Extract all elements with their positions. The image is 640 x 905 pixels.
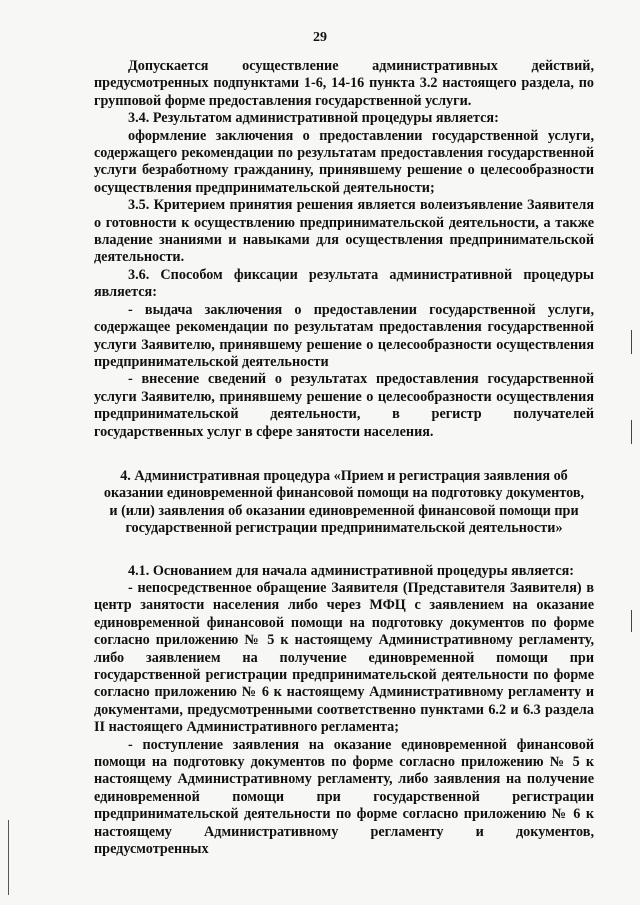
paragraph: оформление заключения о предоставлении государственной услуги, содержащего рекомендации по результатам предоставления государственной услуги безработному гражданину, принявшему решение о целесообразности осуществления предпринимательской деятельности; [94,127,594,196]
scan-artifact-line [631,420,632,444]
paragraph: Допускается осуществление административных действий, предусмотренных подпунктами 1-6, 14-16 пункта 3.2 настоящего раздела, по групповой форме предоставления государственной услуги. [94,58,594,109]
paragraph: 3.5. Критерием принятия решения является волеизъявление Заявителя о готовности к осуществлению предпринимательской деятельности, а также владение знаниями и навыками для осуществления предпринимательской деятельности. [94,197,594,266]
page-number: 29 [313,30,327,45]
paragraph: 4.1. Основанием для начала административной процедуры является: [128,562,575,579]
scan-artifact-line [631,610,632,632]
paragraph: 3.6. Способом фиксации результата административной процедуры является: [94,266,594,301]
scan-artifact-line [631,330,632,354]
paragraph: 3.4. Результатом административной процедуры является: [128,110,499,127]
list-item: - внесение сведений о результатах предоставления государственной услуги Заявителю, принявшему решение о целесообразности осуществления предпринимательской деятельности, в регистр получателей государственных услуг в сфере занятости населения. [94,371,594,440]
list-item: - поступление заявления на оказание единовременной финансовой помощи на подготовку документов по форме согласно приложению № 5 к настоящему Административному регламенту, либо заявления на получение единовременной помощи при государственной регистрации предпринимательской деятельности по форме согласно приложению № 6 к настоящему Административному регламенту и документов, предусмотренных [94,736,594,858]
list-item: - непосредственное обращение Заявителя (Представителя Заявителя) в центр занятости населения либо через МФЦ с заявлением на оказание единовременной финансовой помощи на подготовку документов по форме согласно приложению № 5 к настоящему Административному регламенту, либо заявлением на получение единовременной помощи при государственной регистрации предпринимательской деятельности по форме согласно приложению № 6 к настоящему Административному регламенту и документами, предусмотренными соответственно пунктами 6.2 и 6.3 раздела II настоящего Административного регламента; [94,579,594,736]
section-heading: 4. Административная процедура «Прием и регистрация заявления об оказании единовременной финансовой помощи на подготовку документов, и (или) заявления об оказании единовременной финансовой помощи при государственной регистрации предпринимательской деятельности» [103,467,585,537]
document-body [94,58,594,858]
list-item: - выдача заключения о предоставлении государственной услуги, содержащее рекомендации по результатам предоставления государственной услуги Заявителю, принявшему решение о целесообразности осуществления предпринимательской деятельности [94,301,594,370]
scan-edge [8,820,9,895]
